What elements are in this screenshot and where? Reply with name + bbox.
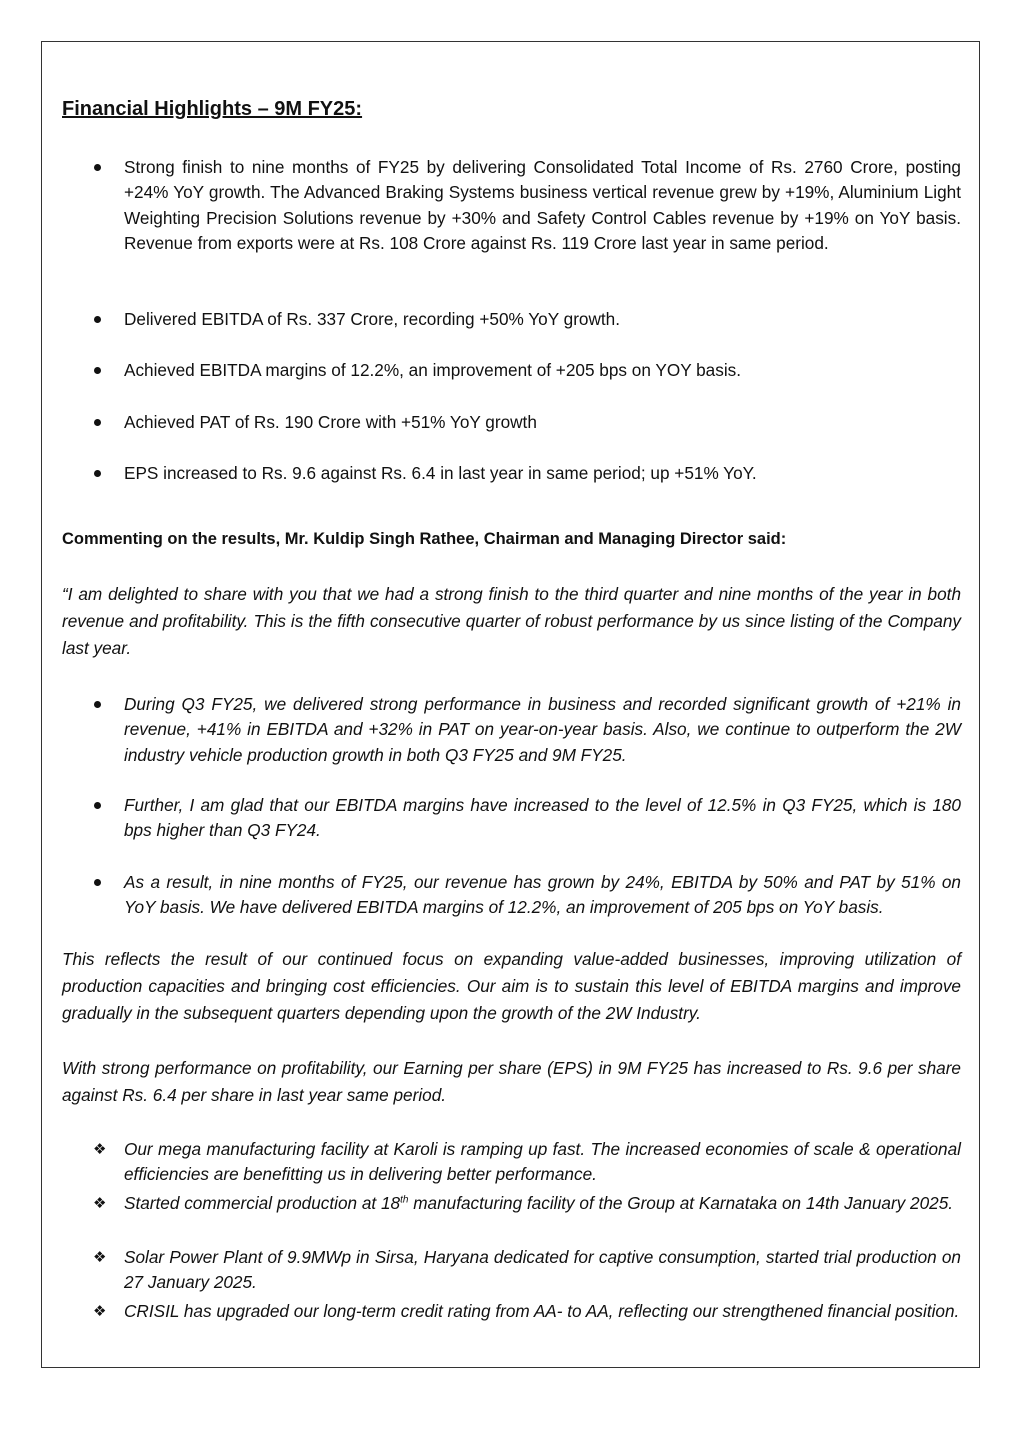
highlight-item: [62, 358, 961, 383]
eps-paragraph: With strong performance on profitability, our Earning per share (EPS) in 9M FY25 has increased to Rs. 9.6 per share against Rs. 6.4 per share in last year same period.: [62, 1058, 961, 1105]
update-item: [62, 1299, 961, 1324]
update-text: [124, 1191, 961, 1216]
highlight-text: Achieved EBITDA margins of 12.2%, an improvement of +205 bps on YOY basis.: [124, 360, 742, 380]
highlight-text: Strong finish to nine months of FY25 by delivering Consolidated Total Income of Rs. 2760 Crore, posting +24% YoY growth. The Advanced Braking Systems business vertical revenue grew by +19%, Aluminium Light Weighting Precision Solutions revenue by +30% and Safety Control Cables revenue by +19% on YoY basis. Revenue from exports were at Rs. 108 Crore against Rs. 119 Crore last year in same period.: [124, 157, 961, 253]
update-text: CRISIL has upgraded our long-term credit rating from AA- to AA, reflecting our strengthened financial position.: [124, 1301, 960, 1321]
bullet-dot-icon: [94, 164, 101, 171]
update-item: [62, 1137, 961, 1188]
diamond-bullet-icon: ❖: [93, 1249, 107, 1266]
diamond-bullet-icon: ❖: [93, 1195, 107, 1212]
diamond-bullet-icon: ❖: [93, 1303, 107, 1320]
bullet-dot-icon: [94, 419, 101, 426]
highlight-item: [62, 155, 961, 256]
update-item: [62, 1245, 961, 1296]
quote-bullet-text: During Q3 FY25, we delivered strong performance in business and recorded significant growth of +21% in revenue, +41% in EBITDA and +32% in PAT on year-on-year basis. Also, we continue to outperform the 2W industry vehicle production growth in both Q3 FY25 and 9M FY25.: [124, 694, 961, 765]
quote-bullet-text: Further, I am glad that our EBITDA margins have increased to the level of 12.5% in Q3 FY25, which is 180 bps higher than Q3 FY24.: [124, 795, 961, 841]
ordinal-suffix: th: [400, 1194, 409, 1206]
quote-bullet: [62, 793, 961, 844]
quote-intro: “I am delighted to share with you that we had a strong finish to the third quarter and nine months of the year in both revenue and profitability. This is the fifth consecutive quarter of robust performance by us since listing of the Company last year.: [62, 584, 961, 658]
highlight-text: EPS increased to Rs. 9.6 against Rs. 6.4 in last year in same period; up +51% YoY.: [124, 463, 757, 483]
highlight-item: [62, 461, 961, 486]
focus-paragraph: This reflects the result of our continued focus on expanding value-added businesses, improving utilization of production capacities and bringing cost efficiencies. Our aim is to sustain this level of EBITDA margins and improve gradually in the subsequent quarters depending upon the growth of the 2W Industry.: [62, 949, 961, 1023]
bullet-dot-icon: [94, 316, 101, 323]
update-text: Solar Power Plant of 9.9MWp in Sirsa, Haryana dedicated for captive consumption, started trial production on 27 January 2025.: [124, 1247, 961, 1293]
update-text-part: Started commercial production at 18: [124, 1193, 401, 1213]
bullet-dot-icon: [94, 802, 101, 809]
highlight-text: Achieved PAT of Rs. 190 Crore with +51% YoY growth: [124, 412, 537, 432]
update-text-part: manufacturing facility of the Group at Karnataka on 14th January 2025.: [408, 1193, 954, 1213]
highlight-item: [62, 410, 961, 435]
section-heading: Financial Highlights – 9M FY25:: [62, 98, 363, 120]
update-item: [62, 1191, 961, 1216]
diamond-bullet-icon: ❖: [93, 1141, 107, 1158]
bullet-dot-icon: [94, 701, 101, 708]
quote-bullet: [62, 870, 961, 921]
quote-bullet: [62, 692, 961, 768]
bullet-dot-icon: [94, 367, 101, 374]
update-text: Our mega manufacturing facility at Karoli is ramping up fast. The increased economies of scale & operational efficiencies are benefitting us in delivering better performance.: [124, 1139, 961, 1185]
quote-bullet-text: As a result, in nine months of FY25, our revenue has grown by 24%, EBITDA by 50% and PAT by 51% on YoY basis. We have delivered EBITDA margins of 12.2%, an improvement of 205 bps on YoY basis.: [124, 872, 961, 918]
bullet-dot-icon: [94, 879, 101, 886]
highlight-text: Delivered EBITDA of Rs. 337 Crore, recording +50% YoY growth.: [124, 309, 620, 329]
highlight-item: [62, 307, 961, 332]
bullet-dot-icon: [94, 470, 101, 477]
commentary-heading: Commenting on the results, Mr. Kuldip Singh Rathee, Chairman and Managing Director said:: [62, 530, 787, 548]
